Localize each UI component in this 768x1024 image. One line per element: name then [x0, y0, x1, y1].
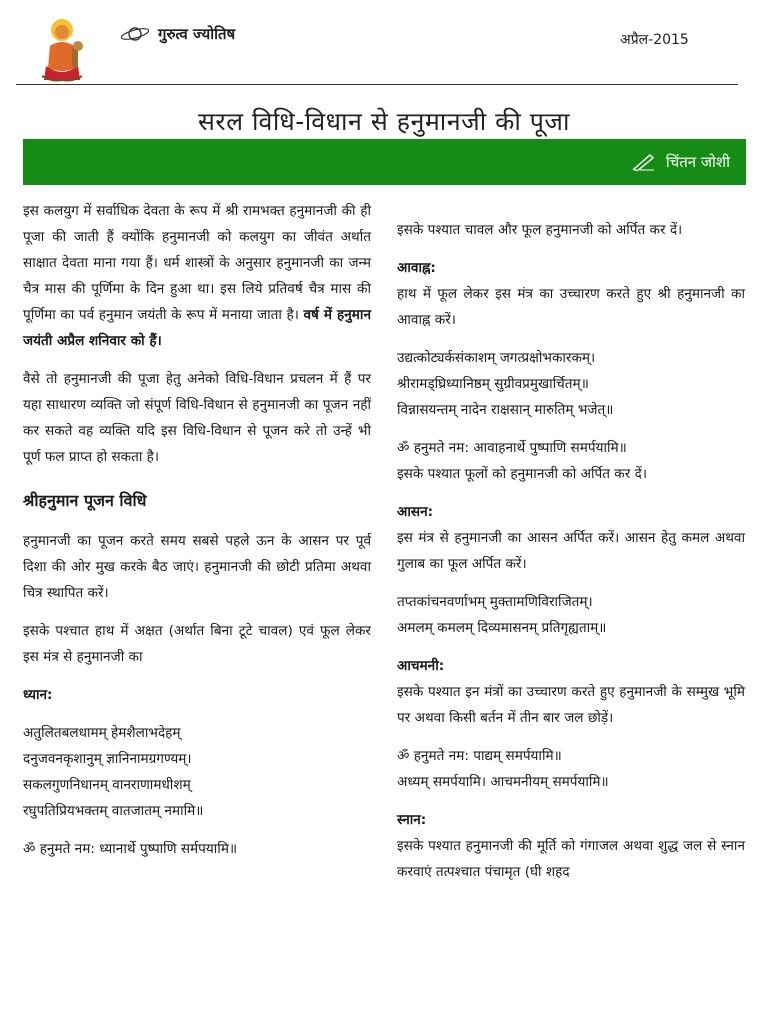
- saturn-planet-icon: [120, 25, 150, 43]
- intro-paragraph: [23, 198, 371, 354]
- paragraph-asan-arpan: इस मंत्र से हनुमानजी का आसन अर्पित करें। आसन हेतु कमल अथवा गुलाब का फूल अर्पित करें।: [397, 530, 745, 572]
- mantra-asan: [397, 589, 745, 641]
- mantra-line: तप्तकांचनवर्णाभम् मुक्तामणिविराजितम्।: [397, 594, 593, 610]
- mantra-line: अमलम् कमलम् दिव्यमासनम् प्रतिगृह्यताम्॥: [397, 620, 607, 636]
- dhyan-arpan: ॐ हनुमते नम: ध्यानार्थे पुष्पाणि सर्मपयामि॥: [23, 841, 238, 857]
- paragraph-snan: इसके पश्यात हनुमानजी की मूर्ति को गंगाजल अथवा शुद्ध जल से स्नान करवाएं तत्पश्चात पंचामृत (घी शहद: [397, 838, 745, 880]
- heading-snan: स्नान:: [397, 812, 427, 828]
- mantra-line: ॐ हनुमते नम: पाद्यम् समर्पयामि॥: [397, 748, 562, 764]
- mantra-line: अध्यम् समर्पयामि। आचमनीयम् समर्पयामि॥: [397, 774, 609, 790]
- paragraph-asan: हनुमानजी का पूजन करते समय सबसे पहले ऊन के आसन पर पूर्व दिशा की ओर मुख करके बैठ जाएं। हनुमानजी की छोटी प्रतिमा अथवा चित्र स्थापित करें।: [23, 533, 371, 601]
- intro-text: इस कलयुग में सर्वाधिक देवता के रूप में श्री रामभक्त हनुमानजी की ही पूजा की जाती हैं क्योंकि हनुमानजी को कलयुग का जीवंत अर्थात साक्षात देवता माना गया हैं। धर्म शास्त्रों के अनुसार हनुमानजी का जन्म चैत्र मास की पूर्णिमा के दिन हुआ था। इस लिये प्रतिवर्ष चैत्र मास की पूर्णिमा का पर्व हनुमान जयंती के रूप में मनाया जाता है।: [23, 203, 371, 323]
- paragraph-avahan: हाथ में फूल लेकर इस मंत्र का उच्चारण करते हुए श्री हनुमानजी का आवाह्न करें।: [397, 286, 745, 328]
- left-column: [23, 198, 371, 874]
- heading-achamani: आचमनी:: [397, 658, 445, 674]
- mantra-avahan: [397, 345, 745, 423]
- mantra-line: अतुलितबलधामम् हेमशैलाभदेहम्: [23, 725, 181, 741]
- magazine-name: [120, 24, 235, 44]
- author-band: [23, 139, 746, 185]
- mantra-line: ॐ हनुमते नम: आवाहनार्थे पुष्पाणि समर्पयामि॥: [397, 440, 627, 456]
- mantra-line: सकलगुणनिधानम् वानराणामधीशम्: [23, 777, 191, 793]
- mantra-line: दनुजवनकृशानुम् ज्ञानिनामग्रगण्यम्।: [23, 751, 192, 767]
- heading-dhyan: ध्यान:: [23, 687, 53, 703]
- mantra-line: रघुपतिप्रियभक्तम् वातजातम् नमामि॥: [23, 803, 204, 819]
- paragraph-achamani: इसके पश्यात इन मंत्रों का उच्चारण करते हुए हनुमानजी के सम्मुख भूमि पर अथवा किसी बर्तन में तीन बार जल छोड़ें।: [397, 684, 745, 726]
- article-title: सरल विधि-विधान से हनुमानजी की पूजा: [198, 107, 570, 136]
- paragraph-akshat: इसके पश्चात हाथ में अक्षत (अर्थात बिना टूटे चावल) एवं फूल लेकर इस मंत्र से हनुमानजी का: [23, 623, 371, 665]
- author-name: चिंतन जोशी: [665, 153, 730, 171]
- magazine-title: गुरुत्व ज्योतिष: [158, 25, 236, 43]
- author-byline: [632, 152, 730, 172]
- section-heading-pujan-vidhi: श्रीहनुमान पूजन विधि: [23, 491, 147, 510]
- right-column: [397, 217, 745, 897]
- hanuman-figure-icon: [32, 16, 92, 84]
- avahan-arpan: [397, 435, 745, 487]
- header-divider: [16, 84, 738, 85]
- heading-avahan: आवाह्न:: [397, 260, 436, 276]
- paragraph-chawal: इसके पश्यात चावल और फूल हनुमानजी को अर्पित कर दें।: [397, 222, 683, 238]
- mantra-line: उद्यत्कोट्यर्कसंकाशम् जगत्प्रक्षोभकारकम्।: [397, 350, 596, 366]
- mantra-dhyan: [23, 720, 371, 824]
- jayanti-date-note: वर्ष में हनुमान जयंती अप्रैल शनिवार को हैं।: [23, 307, 371, 349]
- issue-date: अप्रैल-2015: [620, 32, 689, 48]
- pen-icon: [632, 153, 656, 171]
- heading-asan: आसन:: [397, 504, 434, 520]
- instruction-line: इसके पश्यात फूलों को हनुमानजी को अर्पित कर दें।: [397, 466, 647, 482]
- mantra-line: श्रीरामड्घ्रिध्यानिष्ठम् सुग्रीवप्रमुखार्चितम्॥: [397, 376, 589, 392]
- paragraph-vidhi: वैसे तो हनुमानजी की पूजा हेतु अनेको विधि-विधान प्रचलन में हैं पर यहा साधारण व्यक्ति जो संपूर्ण विधि-विधान से हनुमानजी का पूजन नहीं कर सकते वह व्यक्ति यदि इस विधि-विधान से पूजन करे तो उन्हें भी पूर्ण फल प्राप्त हो सकता है।: [23, 371, 371, 465]
- mantra-line: विन्नासयन्तम् नादेन राक्षसान् मारुतिम् भजेत्॥: [397, 402, 614, 418]
- mantra-achamani: [397, 743, 745, 795]
